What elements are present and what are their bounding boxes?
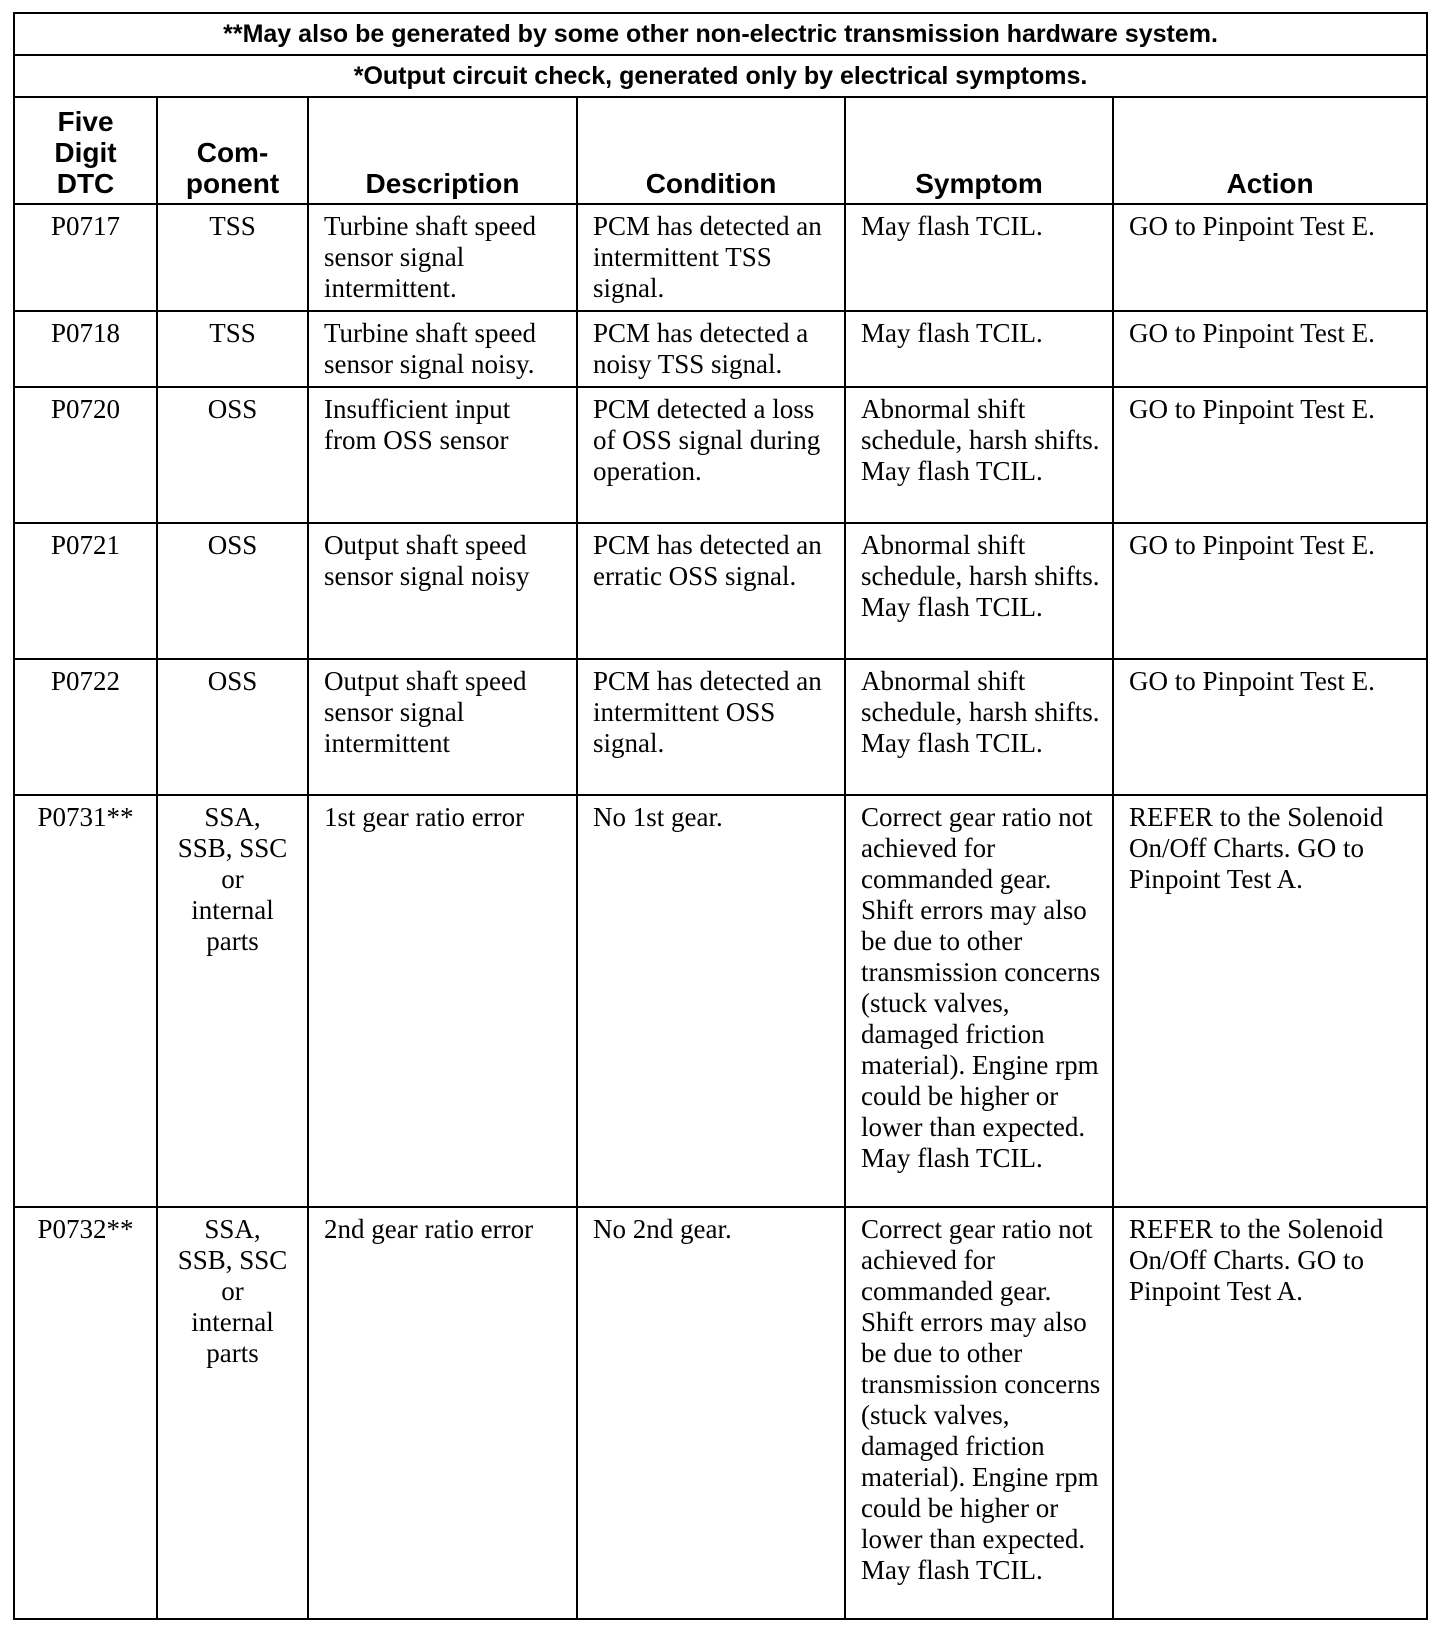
cell-condition: PCM has detected a noisy TSS signal. [577, 311, 845, 387]
cell-condition: No 1st gear. [577, 795, 845, 1207]
cell-action: GO to Pinpoint Test E. [1113, 204, 1427, 311]
cell-component: SSA, SSB, SSC or internal parts [157, 795, 308, 1207]
cell-description: Turbine shaft speed sensor signal noisy. [308, 311, 577, 387]
cell-symptom: Abnormal shift schedule, harsh shifts. May flash TCIL. [845, 387, 1113, 523]
cell-component: TSS [157, 204, 308, 311]
cell-dtc: P0717 [14, 204, 157, 311]
cell-component: TSS [157, 311, 308, 387]
cell-action: REFER to the Solenoid On/Off Charts. GO to Pinpoint Test A. [1113, 795, 1427, 1207]
table-row [14, 204, 1427, 311]
cell-action: GO to Pinpoint Test E. [1113, 311, 1427, 387]
cell-symptom: May flash TCIL. [845, 204, 1113, 311]
cell-component: OSS [157, 659, 308, 795]
note-output-circuit: *Output circuit check, generated only by electrical symptoms. [14, 55, 1427, 97]
cell-description: 2nd gear ratio error [308, 1207, 577, 1619]
note-hardware: **May also be generated by some other non-electric transmission hardware system. [14, 13, 1427, 55]
cell-component: OSS [157, 387, 308, 523]
table-row [14, 659, 1427, 795]
cell-dtc: P0718 [14, 311, 157, 387]
cell-symptom: Abnormal shift schedule, harsh shifts. May flash TCIL. [845, 523, 1113, 659]
note-row-1 [14, 13, 1427, 55]
dtc-table [13, 12, 1428, 1620]
cell-description: Output shaft speed sensor signal noisy [308, 523, 577, 659]
table-row [14, 311, 1427, 387]
cell-symptom: Correct gear ratio not achieved for commanded gear. Shift errors may also be due to other transmission concerns (stuck valves, damaged friction material). Engine rpm could be higher or lower than expected. May flash TCIL. [845, 795, 1113, 1207]
table-row [14, 523, 1427, 659]
cell-dtc: P0720 [14, 387, 157, 523]
cell-symptom: May flash TCIL. [845, 311, 1113, 387]
cell-condition: PCM detected a loss of OSS signal during operation. [577, 387, 845, 523]
header-component: Com- ponent [157, 97, 308, 204]
header-dtc: Five Digit DTC [14, 97, 157, 204]
cell-action: REFER to the Solenoid On/Off Charts. GO to Pinpoint Test A. [1113, 1207, 1427, 1619]
cell-description: Output shaft speed sensor signal intermittent [308, 659, 577, 795]
header-row [14, 97, 1427, 204]
cell-dtc: P0721 [14, 523, 157, 659]
cell-description: Turbine shaft speed sensor signal intermittent. [308, 204, 577, 311]
cell-dtc: P0722 [14, 659, 157, 795]
cell-component: SSA, SSB, SSC or internal parts [157, 1207, 308, 1619]
table-row [14, 387, 1427, 523]
cell-description: 1st gear ratio error [308, 795, 577, 1207]
note-row-2 [14, 55, 1427, 97]
cell-action: GO to Pinpoint Test E. [1113, 659, 1427, 795]
cell-description: Insufficient input from OSS sensor [308, 387, 577, 523]
cell-action: GO to Pinpoint Test E. [1113, 523, 1427, 659]
header-action: Action [1113, 97, 1427, 204]
cell-condition: PCM has detected an erratic OSS signal. [577, 523, 845, 659]
cell-component: OSS [157, 523, 308, 659]
header-symptom: Symptom [845, 97, 1113, 204]
header-condition: Condition [577, 97, 845, 204]
cell-symptom: Abnormal shift schedule, harsh shifts. May flash TCIL. [845, 659, 1113, 795]
cell-dtc: P0731** [14, 795, 157, 1207]
table-row [14, 795, 1427, 1207]
header-description: Description [308, 97, 577, 204]
cell-action: GO to Pinpoint Test E. [1113, 387, 1427, 523]
cell-condition: No 2nd gear. [577, 1207, 845, 1619]
cell-symptom: Correct gear ratio not achieved for commanded gear. Shift errors may also be due to other transmission concerns (stuck valves, damaged friction material). Engine rpm could be higher or lower than expected. May flash TCIL. [845, 1207, 1113, 1619]
cell-dtc: P0732** [14, 1207, 157, 1619]
cell-condition: PCM has detected an intermittent TSS signal. [577, 204, 845, 311]
cell-condition: PCM has detected an intermittent OSS signal. [577, 659, 845, 795]
table-row [14, 1207, 1427, 1619]
